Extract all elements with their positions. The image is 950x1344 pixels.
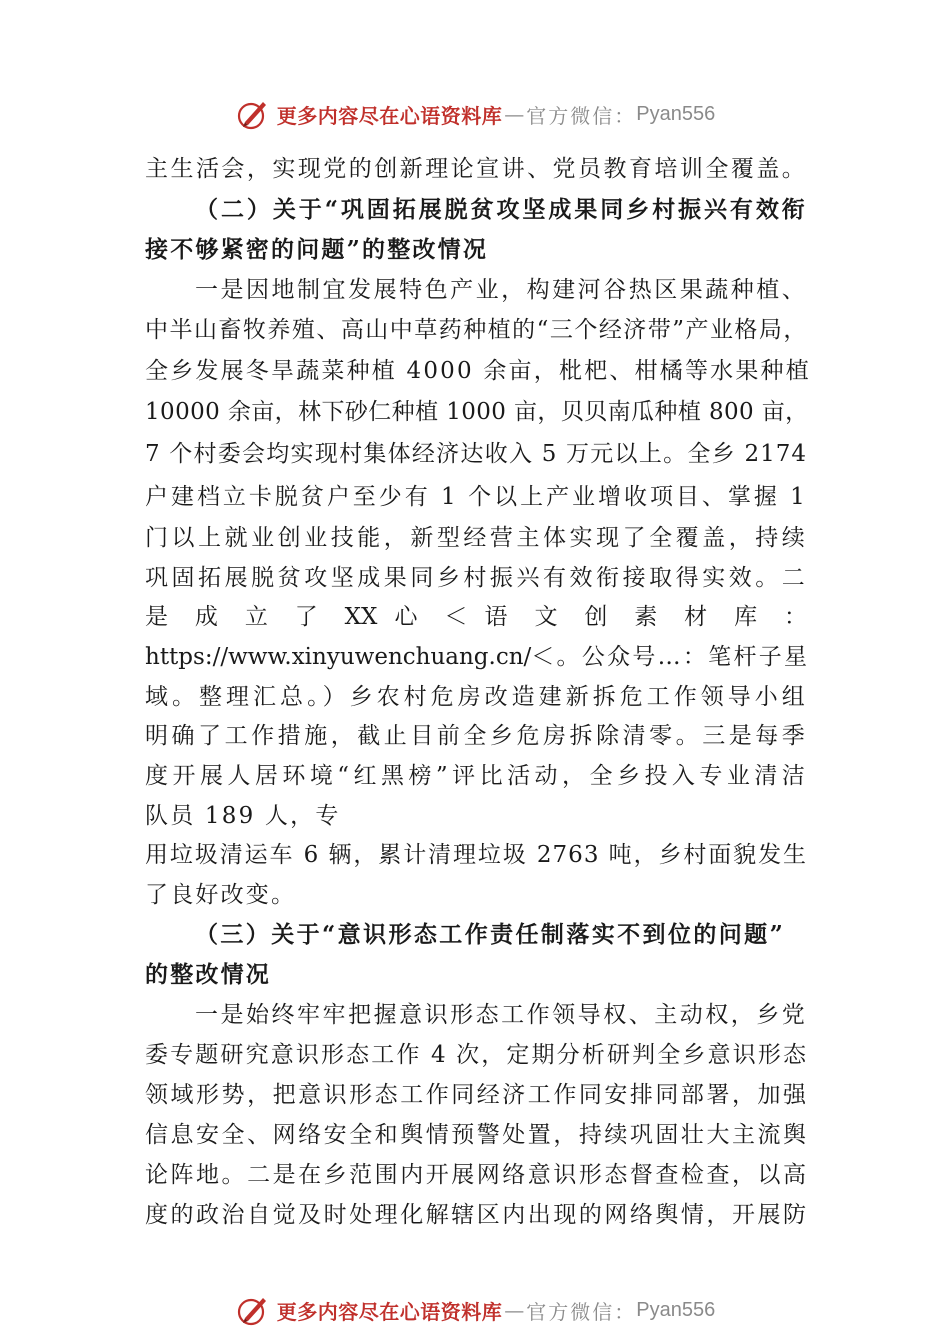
text-line: 用垃圾清运车 6 辆，累计清理垃圾 2763 吨，乡村面貌发生 xyxy=(145,842,807,868)
paragraph-start: 一是始终牢牢把握意识形态工作领导权、主动权，乡党 xyxy=(195,1002,807,1028)
footer-banner xyxy=(0,1290,950,1330)
text-line: 度开展人居环境“红黑榜”评比活动，全乡投入专业清洁 xyxy=(145,763,807,789)
wechat-label: 官方微信： xyxy=(526,103,637,128)
text-line: 明确了工作措施，截止目前全乡危房拆除清零。三是每季 xyxy=(145,723,807,749)
wechat-id: Pyan556 xyxy=(636,102,716,125)
text-line: 全乡发展冬旱蔬菜种植 4000 余亩，枇杷、柑橘等水果种植 xyxy=(145,358,811,384)
text-line: 委专题研究意识形态工作 4 次，定期分析研判全乡意识形态 xyxy=(145,1042,807,1068)
pen-logo-icon xyxy=(235,96,271,132)
text-line: 域。整理汇总。）乡农村危房改造建新拆危工作领导小组 xyxy=(145,684,807,710)
section-heading: （三）关于“意识形态工作责任制落实不到位的问题” xyxy=(195,921,785,948)
section-heading-cont: 接不够紧密的问题”的整改情况 xyxy=(145,236,489,263)
text-line: 论阵地。二是在乡范围内开展网络意识形态督查检查，以高 xyxy=(145,1162,807,1188)
text-line: 信息安全、网络安全和舆情预警处置，持续巩固壮大主流舆 xyxy=(145,1122,807,1148)
text-line: 巩固拓展脱贫攻坚成果同乡村振兴有效衔接取得实效。二 xyxy=(145,565,807,591)
banner-separator: — xyxy=(504,102,525,126)
text-line: 是 成 立 了 XX 心 ＜ 语 文 创 素 材 库 ： xyxy=(145,604,807,630)
wechat-id: Pyan556 xyxy=(636,1298,716,1321)
brand-text: 更多内容尽在心语资料库 xyxy=(276,103,503,128)
text-line: 度的政治自觉及时处理化解辖区内出现的网络舆情，开展防 xyxy=(145,1202,807,1228)
text-line: 了良好改变。 xyxy=(145,882,297,908)
section-heading: （二）关于“巩固拓展脱贫攻坚成果同乡村振兴有效衔 xyxy=(195,196,807,223)
text-line: 10000 余亩，林下砂仁种植 1000 亩，贝贝南瓜种植 800 亩， xyxy=(145,399,809,425)
brand-text: 更多内容尽在心语资料库 xyxy=(276,1299,503,1324)
text-line-url: https://www.xinyuwenchuang.cn/＜。公众号…：笔杆子星 xyxy=(145,644,807,670)
text-line: 队员 189 人，专 xyxy=(145,803,341,829)
wechat-label: 官方微信： xyxy=(526,1299,637,1324)
paragraph-start: 一是因地制宜发展特色产业，构建河谷热区果蔬种植、 xyxy=(195,277,807,303)
text-line: 中半山畜牧养殖、高山中草药种植的“三个经济带”产业格局， xyxy=(145,317,807,343)
text-line: 门以上就业创业技能，新型经营主体实现了全覆盖，持续 xyxy=(145,525,807,551)
text-line: 7 个村委会均实现村集体经济达收入 5 万元以上。全乡 2174 xyxy=(145,441,807,467)
pen-logo-icon xyxy=(235,1292,271,1328)
header-banner xyxy=(0,94,950,134)
text-line: 户建档立卡脱贫户至少有 1 个以上产业增收项目、掌握 1 xyxy=(145,484,807,510)
text-line: 主生活会，实现党的创新理论宣讲、党员教育培训全覆盖。 xyxy=(145,156,807,182)
banner-separator: — xyxy=(504,1298,525,1322)
section-heading-cont: 的整改情况 xyxy=(145,961,271,988)
text-line: 领域形势，把意识形态工作同经济工作同安排同部署，加强 xyxy=(145,1082,807,1108)
